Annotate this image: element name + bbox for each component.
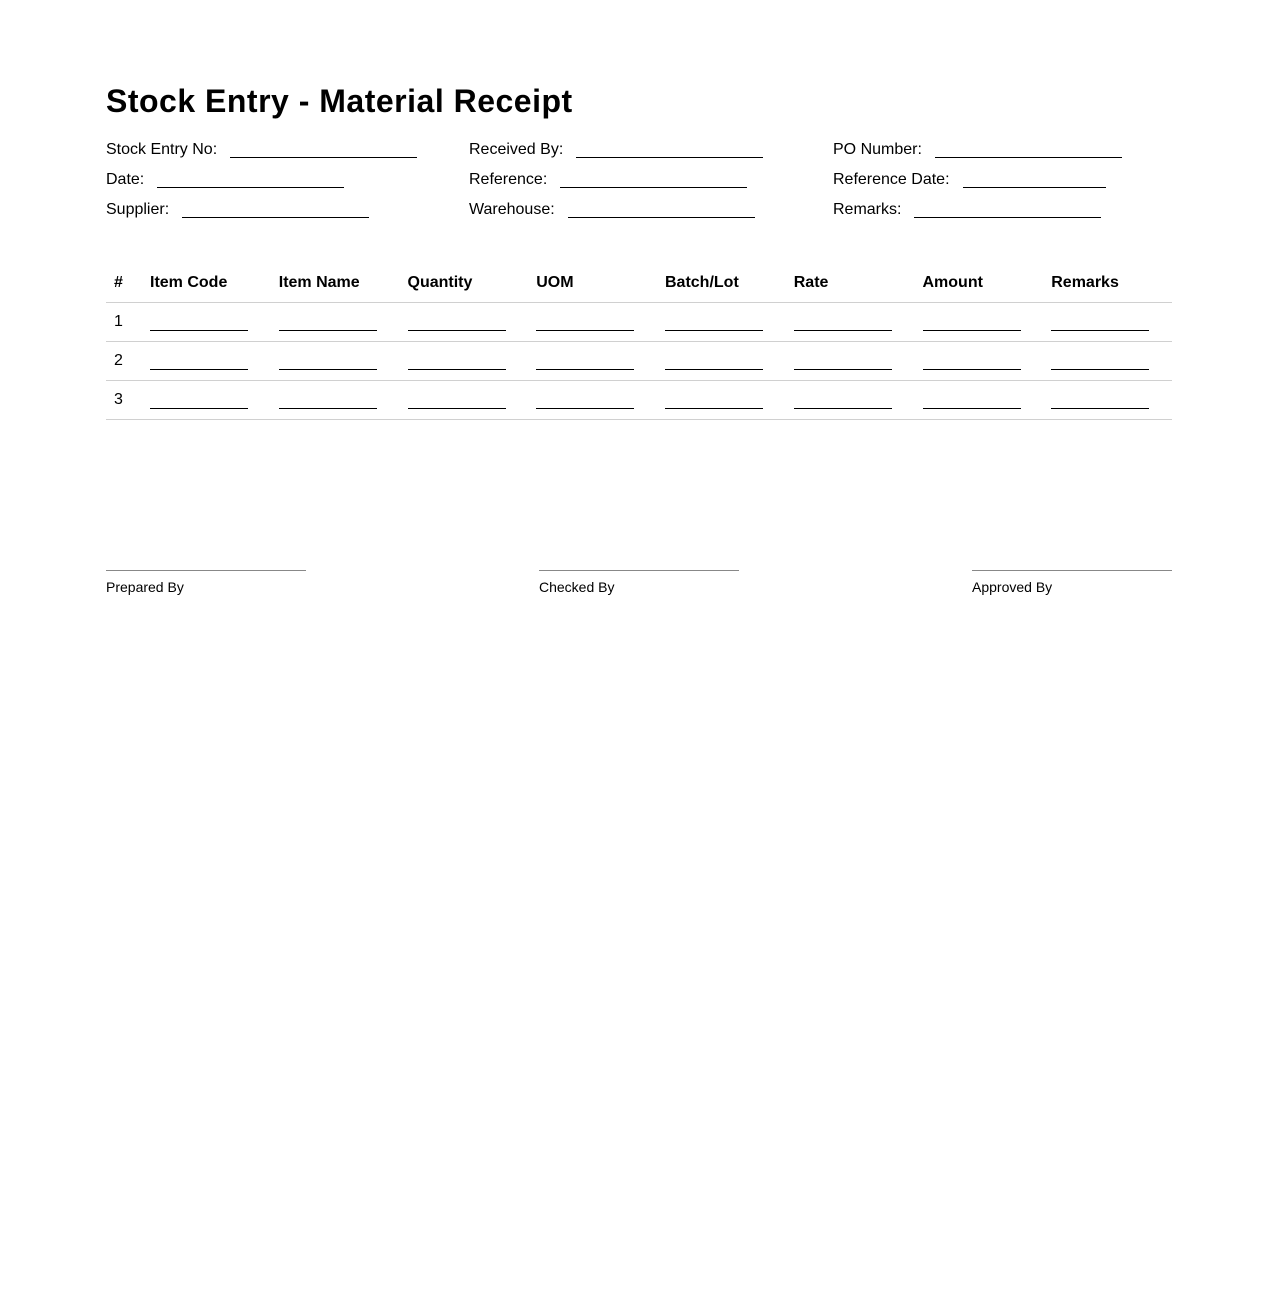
col-header-remarks: Remarks (1043, 263, 1172, 303)
rate-input[interactable] (794, 314, 892, 331)
field-stock-entry-no (106, 140, 417, 160)
batch-lot-input[interactable] (665, 353, 763, 370)
cell-item-code (142, 381, 271, 420)
field-warehouse (469, 200, 755, 220)
reference-date-input[interactable] (963, 170, 1106, 188)
row-number: 1 (106, 303, 142, 342)
cell-rate (786, 303, 915, 342)
cell-rate (786, 342, 915, 381)
cell-uom (528, 303, 657, 342)
table-row (106, 381, 1172, 420)
uom-input[interactable] (536, 353, 634, 370)
batch-lot-input[interactable] (665, 392, 763, 409)
col-header-amount: Amount (915, 263, 1044, 303)
row-number: 3 (106, 381, 142, 420)
field-date (106, 170, 344, 190)
signature-line[interactable] (972, 570, 1172, 571)
cell-amount (915, 303, 1044, 342)
field-reference-date (833, 170, 1106, 190)
field-label: Remarks: (833, 201, 902, 218)
remarks-input[interactable] (914, 200, 1101, 218)
field-label: Warehouse: (469, 201, 555, 218)
col-header-item-code: Item Code (142, 263, 271, 303)
table-row (106, 342, 1172, 381)
rate-input[interactable] (794, 353, 892, 370)
cell-amount (915, 381, 1044, 420)
remarks-input[interactable] (1051, 392, 1149, 409)
po-number-input[interactable] (935, 140, 1122, 158)
signature-label: Approved By (972, 579, 1053, 595)
field-label: Reference: (469, 171, 548, 188)
signature-label: Prepared By (106, 579, 184, 595)
cell-item-code (142, 303, 271, 342)
table-header-row (106, 263, 1172, 303)
col-header-quantity: Quantity (400, 263, 529, 303)
cell-quantity (400, 381, 529, 420)
field-label: Supplier: (106, 201, 170, 218)
cell-batch-lot (657, 303, 786, 342)
cell-remarks (1043, 303, 1172, 342)
signature-approved-by (972, 570, 1172, 595)
reference-input[interactable] (560, 170, 747, 188)
item-code-input[interactable] (150, 392, 248, 409)
field-label: PO Number: (833, 141, 922, 158)
items-table (106, 263, 1172, 420)
col-header-uom: UOM (528, 263, 657, 303)
quantity-input[interactable] (408, 353, 506, 370)
cell-amount (915, 342, 1044, 381)
field-supplier (106, 200, 369, 220)
remarks-input[interactable] (1051, 353, 1149, 370)
field-po-number (833, 140, 1122, 160)
field-label: Received By: (469, 141, 564, 158)
cell-rate (786, 381, 915, 420)
table-row (106, 303, 1172, 342)
col-header-batch-lot: Batch/Lot (657, 263, 786, 303)
quantity-input[interactable] (408, 314, 506, 331)
stock-entry-no-input[interactable] (230, 140, 417, 158)
quantity-input[interactable] (408, 392, 506, 409)
amount-input[interactable] (923, 392, 1021, 409)
signature-line[interactable] (106, 570, 306, 571)
cell-batch-lot (657, 342, 786, 381)
field-label: Reference Date: (833, 171, 950, 188)
supplier-input[interactable] (182, 200, 369, 218)
field-remarks (833, 200, 1101, 220)
item-name-input[interactable] (279, 392, 377, 409)
cell-item-name (271, 342, 400, 381)
signature-checked-by (539, 570, 739, 595)
cell-item-name (271, 381, 400, 420)
uom-input[interactable] (536, 314, 634, 331)
cell-quantity (400, 342, 529, 381)
row-number: 2 (106, 342, 142, 381)
received-by-input[interactable] (576, 140, 763, 158)
cell-uom (528, 342, 657, 381)
remarks-input[interactable] (1051, 314, 1149, 331)
amount-input[interactable] (923, 353, 1021, 370)
col-header-number: # (106, 263, 142, 303)
field-received-by (469, 140, 763, 160)
item-code-input[interactable] (150, 314, 248, 331)
date-input[interactable] (157, 170, 344, 188)
batch-lot-input[interactable] (665, 314, 763, 331)
field-label: Stock Entry No: (106, 141, 218, 158)
signature-label: Checked By (539, 579, 615, 595)
field-reference (469, 170, 747, 190)
signature-prepared-by (106, 570, 306, 595)
cell-item-name (271, 303, 400, 342)
warehouse-input[interactable] (568, 200, 755, 218)
col-header-item-name: Item Name (271, 263, 400, 303)
rate-input[interactable] (794, 392, 892, 409)
cell-batch-lot (657, 381, 786, 420)
signature-line[interactable] (539, 570, 739, 571)
page-title: Stock Entry - Material Receipt (106, 83, 573, 119)
item-name-input[interactable] (279, 314, 377, 331)
amount-input[interactable] (923, 314, 1021, 331)
item-code-input[interactable] (150, 353, 248, 370)
field-label: Date: (106, 171, 145, 188)
uom-input[interactable] (536, 392, 634, 409)
item-name-input[interactable] (279, 353, 377, 370)
cell-remarks (1043, 381, 1172, 420)
col-header-rate: Rate (786, 263, 915, 303)
cell-remarks (1043, 342, 1172, 381)
cell-item-code (142, 342, 271, 381)
cell-quantity (400, 303, 529, 342)
cell-uom (528, 381, 657, 420)
